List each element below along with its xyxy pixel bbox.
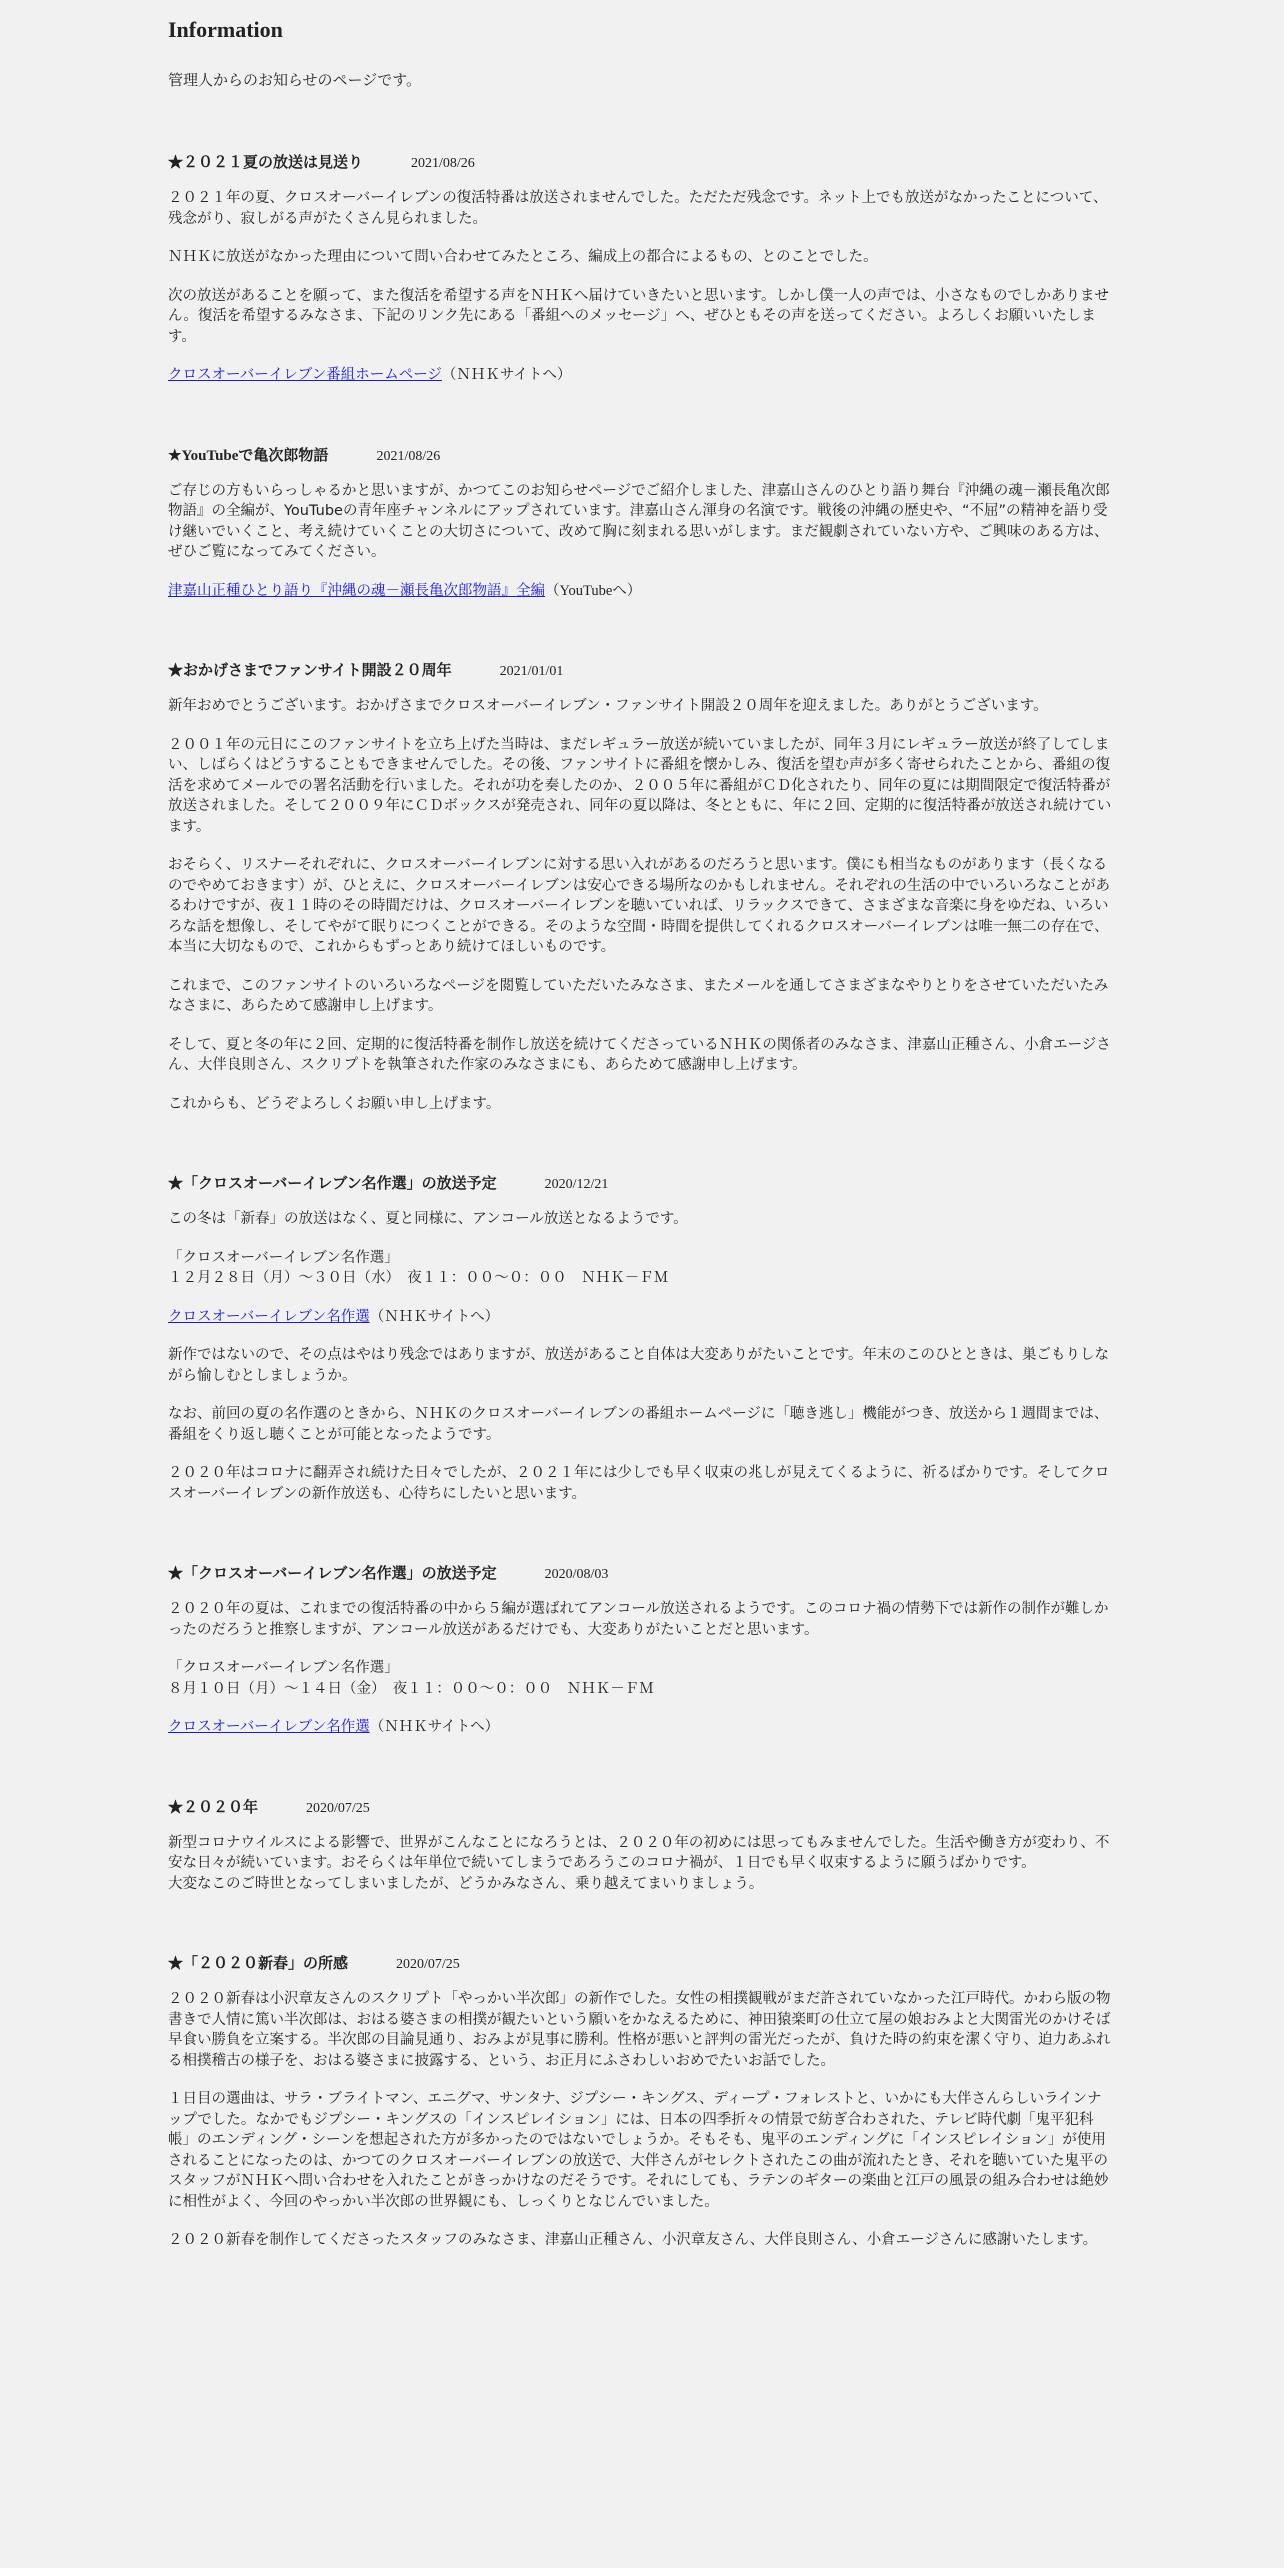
post-link-note: （YouTubeへ） (545, 582, 642, 599)
post-paragraph: おそらく、リスナーそれぞれに、クロスオーバーイレブンに対する思い入れがあるのだろうと思います。僕にも相当なものがあります（長くなるのでやめておきます）が、ひとえに、クロスオーバーイレブンは安心できる場所なのかもしれません。それぞれの生活の中でいろいろなことがあるわけですが、夜１１時のその時間だけは、クロスオーバーイレブンを聴いていれば、リラックスできて、さまざまな音楽に身をゆだね、いろいろな話を想像し、そしてやがて眠りにつくことができる。そのような空間・時間を提供してくれるクロスオーバーイレブンは唯一無二の存在で、本当に大切なもので、これからもずっとあり続けてほしいものです。 (168, 857, 1111, 955)
post-link-line (168, 581, 1114, 602)
post-link[interactable]: 津嘉山正種ひとり語り『沖縄の魂－瀬長亀次郎物語』全編 (168, 582, 545, 599)
post-link-note: （ＮＨＫサイトへ） (369, 1719, 500, 1735)
post-title: ★２０２１夏の放送は見送り (168, 155, 364, 171)
post-paragraph: これまで、このファンサイトのいろいろなページを閲覧していただいたみなさま、またメールを通してさまざまなやりとりをさせていただいたみなさまに、あらためて感謝申し上げます。 (168, 977, 1109, 1014)
post-header (168, 659, 1114, 680)
page (168, 0, 1114, 2251)
post-date: 2020/07/25 (396, 1957, 460, 1972)
post-paragraph: ご存じの方もいらっしゃるかと思いますが、かつてこのお知らせページでご紹介しました、津嘉山さんのひとり語り舞台『沖縄の魂－瀬長亀次郎物語』の全編が、YouTubeの青年座チャンネルにアップされています。津嘉山さん渾身の名演です。戦後の沖縄の歴史や、“不屈”の精神を語り受け継いでいくこと、考え続けていくことの大切さについて、改めて胸に刻まれる思いがします。まだ観劇されていない方や、ご興味のある方は、ぜひご覧になってみてください。 (168, 482, 1110, 560)
post-paragraph: ２０２０新春は小沢章友さんのスクリプト「やっかい半次郎」の新作でした。女性の相撲観戦がまだ許されていなかった江戸時代。かわら版の物書きで人情に篤い半次郎は、おはる婆さまの相撲が観たいという願いをかなえるために、神田猿楽町の仕立て屋の娘おみよと大関雷光のかけそば早食い勝負を立案する。半次郎の目論見通り、おみよが見事に勝利。性格が悪いと評判の雷光だったが、負けた時の約束を潔く守り、迫力あふれる相撲稽古の様子を、おはる婆さまに披露する、という、お正月にふさわしいおめでたいお話でした。 (168, 1991, 1111, 2069)
post-date: 2020/12/21 (544, 1177, 609, 1192)
post-paragraph: 新作ではないので、その点はやはり残念ではありますが、放送があること自体は大変ありがたいことです。年末のこのひとときは、巣ごもりしながら愉しむとしましょうか。 (168, 1347, 1110, 1384)
post-paragraph: 「クロスオーバーイレブン名作選」 ８月１０日（月）～１４日（金） 夜１１：００～０：００ ＮＨＫ－ＦＭ (168, 1660, 654, 1697)
news-post (168, 659, 1114, 1114)
news-post (168, 444, 1114, 602)
page-title: Information (168, 17, 283, 42)
post-paragraph: 新年おめでとうございます。おかげさまでクロスオーバーイレブン・ファンサイト開設２０周年を迎えました。ありがとうございます。 (168, 698, 1048, 714)
post-link-line (168, 365, 1114, 386)
post-paragraph: ２０２１年の夏、クロスオーバーイレブンの復活特番は放送されませんでした。ただただ残念です。ネット上でも放送がなかったことについて、残念がり、寂しがる声がたくさん見られました。 (168, 190, 1108, 227)
post-header (168, 1952, 1114, 1973)
post-paragraph: そして、夏と冬の年に２回、定期的に復活特番を制作し放送を続けてくださっているＮＨＫの関係者のみなさま、津嘉山正種さん、小倉エージさん、大伴良則さん、スクリプトを執筆された作家のみなさまにも、あらためて感謝申し上げます。 (168, 1036, 1111, 1073)
post-link[interactable]: クロスオーバーイレブン名作選 (168, 1308, 370, 1325)
post-header (168, 1796, 1114, 1817)
post-date: 2021/08/26 (376, 448, 441, 464)
post-title: ★おかげさまでファンサイト開設２０周年 (168, 663, 452, 679)
news-post (168, 1796, 1114, 1895)
post-link-note: （ＮＨＫサイトへ） (441, 367, 572, 383)
post-header (168, 151, 1114, 172)
post-link[interactable]: クロスオーバーイレブン番組ホームページ (168, 367, 442, 383)
post-date: 2021/08/26 (411, 156, 475, 171)
post-title: ★YouTubeで亀次郎物語 (168, 447, 329, 464)
post-date: 2020/08/03 (544, 1567, 609, 1582)
post-paragraph: なお、前回の夏の名作選のときから、ＮＨＫのクロスオーバーイレブンの番組ホームページに「聴き逃し」機能がつき、放送から１週間までは、番組をくり返し聴くことが可能となったようです。 (168, 1406, 1109, 1443)
post-title: ★「クロスオーバーイレブン名作選」の放送予定 (168, 1566, 497, 1582)
post-paragraph: ２００１年の元日にこのファンサイトを立ち上げた当時は、まだレギュラー放送が続いていましたが、同年３月にレギュラー放送が終了してしまい、しばらくはどうすることもできませんでした。その後、ファンサイトに番組を懐かしみ、復活を望む声が多く寄せられたことから、番組の復活を求めてメールでの署名活動を行いました。それが功を奏したのか、２００５年に番組がＣＤ化されたり、同年の夏には期間限定で復活特番が放送されました。そして２００９年にＣＤボックスが発売され、同年の夏以降は、冬とともに、年に２回、定期的に復活特番が放送され続けています。 (168, 736, 1112, 835)
post-paragraph: 新型コロナウイルスによる影響で、世界がこんなことになろうとは、２０２０年の初めには思ってもみませんでした。生活や働き方が変わり、不安な日々が続いています。おそらくは年単位で続いてしまうであろうこのコロナ禍が、１日でも早く収束するように願うばかりです。 大変なこのご時世となってしまいましたが、どうかみなさん、乗り越えてまいりましょう。 (168, 1834, 1110, 1892)
post-paragraph: ＮＨＫに放送がなかった理由について問い合わせてみたところ、編成上の都合によるもの、とのことでした。 (168, 249, 878, 265)
post-date: 2021/01/01 (499, 664, 564, 679)
post-list (168, 151, 1114, 2251)
post-paragraph: ２０２０年はコロナに翻弄され続けた日々でしたが、２０２１年には少しでも早く収束の兆しが見えてくるように、祈るばかりです。そしてクロスオーバーイレブンの新作放送も、心待ちにしたいと思います。 (168, 1465, 1110, 1502)
news-post (168, 1952, 1114, 2251)
post-link-note: （ＮＨＫサイトへ） (369, 1308, 500, 1325)
post-link-line (168, 1307, 1114, 1328)
post-paragraph: これからも、どうぞよろしくお願い申し上げます。 (168, 1095, 501, 1112)
post-paragraph: ２０２０年の夏は、これまでの復活特番の中から５編が選ばれてアンコール放送されるようです。このコロナ禍の情勢下では新作の制作が難しかったのだろうと推察しますが、アンコール放送があるだけでも、大変ありがたいことだと思います。 (168, 1601, 1109, 1638)
post-header (168, 1562, 1114, 1583)
post-date: 2020/07/25 (306, 1800, 370, 1816)
news-post (168, 1172, 1114, 1504)
post-link[interactable]: クロスオーバーイレブン名作選 (168, 1719, 370, 1735)
post-paragraph: ２０２０新春を制作してくださったスタッフのみなさま、津嘉山正種さん、小沢章友さん、大伴良則さん、小倉エージさんに感謝いたします。 (168, 2232, 1098, 2248)
news-post (168, 151, 1114, 386)
page-intro: 管理人からのお知らせのページです。 (168, 71, 422, 89)
post-header (168, 1172, 1114, 1193)
post-paragraph: １日目の選曲は、サラ・ブライトマン、エニグマ、サンタナ、ジプシー・キングス、ディープ・フォレストと、いかにも大伴さんらしいラインナップでした。なかでもジプシー・キングスの「インスピレイション」には、日本の四季折々の情景で紡ぎ合わされた、テレビ時代劇「鬼平犯科帳」のエンディング・シーンを想起された方が多かったのではないでしょうか。そもそも、鬼平のエンディングに「インスピレイション」が使用されることになったのは、かつてのクロスオーバーイレブンの放送で、大伴さんがセレクトされたこの曲が流れたとき、それを聴いていた鬼平のスタッフがＮＨＫへ問い合わせを入れたことがきっかけなのだそうです。それにしても、ラテンのギターの楽曲と江戸の風景の組み合わせは絶妙に相性がよく、今回のやっかい半次郎の世界観にも、しっくりとなじんでいました。 (168, 2091, 1109, 2210)
post-paragraph: 次の放送があることを願って、また復活を希望する声をＮＨＫへ届けていきたいと思います。しかし僕一人の声では、小さなものでしかありません。復活を希望するみなさま、下記のリンク先にある「番組へのメッセージ」へ、ぜひともその声を送ってください。よろしくお願いいたします。 (168, 287, 1110, 345)
news-post (168, 1562, 1114, 1738)
post-header (168, 444, 1114, 465)
post-title: ★「クロスオーバーイレブン名作選」の放送予定 (168, 1176, 497, 1192)
post-paragraph: 「クロスオーバーイレブン名作選」 １２月２８日（月）～３０日（水） 夜１１：００～０：００ ＮＨＫ－ＦＭ (168, 1249, 669, 1286)
post-link-line (168, 1717, 1114, 1738)
post-paragraph: この冬は「新春」の放送はなく、夏と同様に、アンコール放送となるようです。 (168, 1211, 688, 1227)
post-title: ★「２０２０新春」の所感 (168, 1956, 349, 1972)
post-title: ★２０２０年 (168, 1799, 259, 1816)
